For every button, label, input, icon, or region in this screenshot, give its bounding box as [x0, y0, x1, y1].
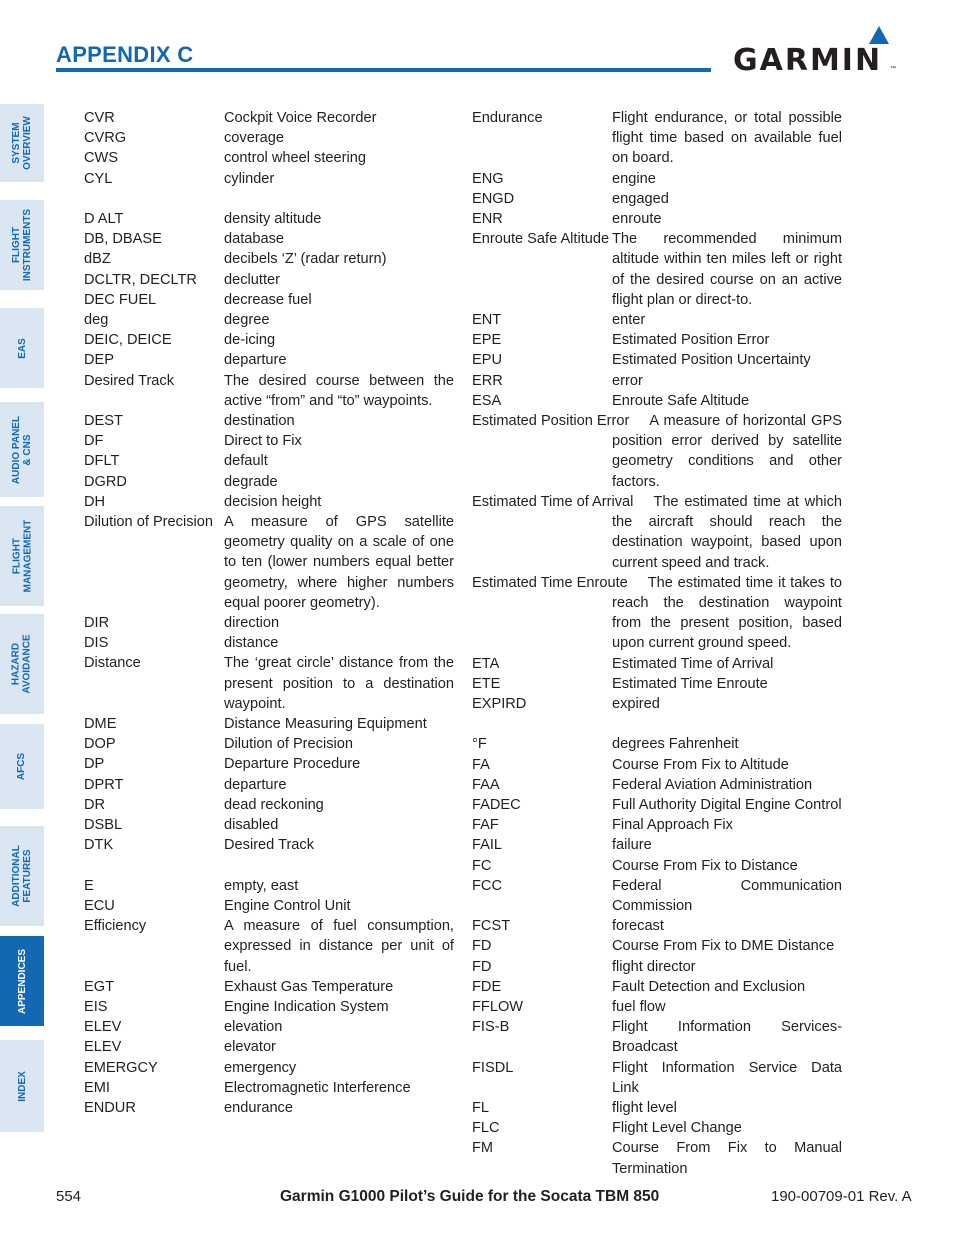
glossary-entry	[84, 512, 454, 613]
glossary-definition: departure	[224, 352, 287, 369]
glossary-definition: decision height	[224, 493, 322, 510]
glossary-definition: decibels ‘Z’ (radar return)	[224, 251, 387, 268]
appendix-title: APPENDIX C	[56, 42, 194, 67]
glossary-entry	[84, 1098, 454, 1118]
glossary-entry	[84, 431, 454, 451]
glossary-term: FM	[472, 1140, 494, 1157]
glossary-definition: emergency	[224, 1059, 297, 1076]
glossary-definition: enroute	[612, 211, 662, 228]
glossary-definition: failure	[612, 837, 652, 854]
glossary-entry	[472, 1138, 842, 1178]
glossary-definition: dead reckoning	[224, 796, 324, 813]
glossary-entry	[84, 997, 454, 1017]
glossary-entry	[84, 633, 454, 653]
glossary-entry	[84, 977, 454, 997]
glossary-term: Dilution of Precision	[84, 514, 213, 531]
tab-afcs[interactable]	[0, 724, 44, 809]
glossary-definition: Flight endurance, or total possible flight time based on available fuel on board.	[612, 110, 842, 167]
glossary-term: FAA	[472, 776, 500, 793]
glossary-term: ENG	[472, 170, 504, 187]
glossary-term: ETA	[472, 655, 500, 672]
glossary-term: Estimated Time Enroute	[472, 574, 628, 591]
tab-audio-panel-cns[interactable]	[0, 402, 44, 497]
glossary-entry	[472, 209, 842, 229]
glossary-right-column	[472, 108, 842, 1179]
glossary-entry	[84, 472, 454, 492]
glossary-definition: departure	[224, 776, 287, 793]
glossary-term: Efficiency	[84, 918, 147, 935]
glossary-definition: declutter	[224, 271, 280, 288]
glossary-entry	[472, 108, 842, 169]
glossary-entry	[472, 310, 842, 330]
glossary-definition: Federal Communication Commission	[612, 877, 842, 914]
glossary-term: FD	[472, 938, 492, 955]
glossary-definition: Enroute Safe Altitude	[612, 392, 750, 409]
glossary-term: FFLOW	[472, 998, 524, 1015]
tab-label-line: AUDIO PANEL	[11, 415, 22, 484]
tab-label-line: INDEX	[16, 1070, 28, 1102]
glossary-entry	[84, 795, 454, 815]
garmin-triangle-icon	[869, 26, 889, 44]
glossary-entry	[472, 997, 842, 1017]
glossary-definition: Departure Procedure	[224, 756, 361, 773]
glossary-entry	[84, 411, 454, 431]
glossary-term: DME	[84, 716, 117, 733]
glossary-definition: Full Authority Digital Engine Control	[612, 796, 842, 813]
glossary-entry	[472, 169, 842, 189]
tab-additional-features[interactable]	[0, 826, 44, 926]
glossary-term: CWS	[84, 150, 119, 167]
glossary-definition: control wheel steering	[224, 150, 366, 167]
glossary-entry	[84, 169, 454, 189]
glossary-definition: Estimated Position Error	[612, 332, 770, 349]
glossary-definition: Federal Aviation Administration	[612, 776, 813, 793]
glossary-definition: The recommended minimum altitude within ten miles left or right of the desired course on an active flight plan or direct-to.	[612, 231, 842, 308]
glossary-entry	[472, 330, 842, 350]
glossary-entry	[84, 1017, 454, 1037]
glossary-entry	[472, 573, 842, 654]
glossary-entry	[472, 734, 842, 754]
glossary-term: EMI	[84, 1079, 110, 1096]
glossary-term: DR	[84, 796, 106, 813]
glossary-entry	[84, 815, 454, 835]
glossary-term: FA	[472, 756, 490, 773]
glossary-term: dBZ	[84, 251, 111, 268]
glossary-definition: decrease fuel	[224, 291, 312, 308]
glossary-definition: Flight Level Change	[612, 1120, 742, 1137]
glossary-entry	[472, 1058, 842, 1098]
glossary-term: DSBL	[84, 817, 123, 834]
glossary-definition: Estimated Position Uncertainty	[612, 352, 811, 369]
tab-label-line: AFCS	[16, 752, 28, 781]
glossary-term: FC	[472, 857, 492, 874]
glossary-entry	[84, 350, 454, 370]
glossary-entry	[472, 856, 842, 876]
glossary-term: FIS-B	[472, 1019, 510, 1036]
trademark-symbol: ™	[890, 66, 896, 72]
tab-label-line: SYSTEM	[11, 122, 22, 164]
tab-flight-instruments[interactable]	[0, 200, 44, 290]
glossary-term: EIS	[84, 998, 108, 1015]
tab-label	[11, 520, 33, 593]
glossary-definition: engine	[612, 170, 656, 187]
tab-label-line: HAZARD	[11, 642, 23, 686]
tab-label-line: FLIGHT	[11, 226, 23, 264]
glossary-term: FISDL	[472, 1059, 514, 1076]
glossary-entry	[472, 795, 842, 815]
glossary-term: Estimated Time of Arrival	[472, 493, 634, 510]
glossary-term: Endurance	[472, 110, 543, 126]
glossary-term: FAF	[472, 817, 499, 834]
tab-label	[17, 948, 28, 1013]
glossary-definition: fuel flow	[612, 998, 666, 1015]
glossary-entry	[84, 128, 454, 148]
glossary-definition: A measure of fuel consumption, expressed in distance per unit of fuel.	[224, 918, 454, 975]
glossary-definition: The ‘great circle’ distance from the present position to a destination waypoint.	[224, 655, 454, 712]
glossary-entry	[472, 189, 842, 209]
glossary-definition: flight level	[612, 1099, 677, 1116]
glossary-term: DB, DBASE	[84, 231, 162, 248]
glossary-definition: density altitude	[224, 211, 322, 227]
glossary-definition: Flight Information Services-Broadcast	[612, 1019, 842, 1056]
glossary-term: FCC	[472, 877, 502, 894]
glossary-definition: database	[224, 231, 285, 248]
glossary-definition: distance	[224, 635, 279, 652]
glossary-definition: elevation	[224, 1019, 283, 1036]
tab-flight-management[interactable]	[0, 506, 44, 606]
tab-label-line: APPENDICES	[16, 948, 28, 1014]
tab-label	[11, 415, 33, 483]
glossary-entry	[84, 876, 454, 896]
glossary-entry	[472, 371, 842, 391]
glossary-term: ENDUR	[84, 1099, 136, 1116]
glossary-entry	[84, 310, 454, 330]
glossary-left-column	[84, 108, 454, 1118]
glossary-definition: forecast	[612, 918, 664, 935]
glossary-term: FL	[472, 1099, 490, 1116]
glossary-definition: Course From Fix to Manual Termination	[612, 1140, 842, 1177]
glossary-definition: Exhaust Gas Temperature	[224, 978, 394, 995]
glossary-entry	[84, 754, 454, 774]
glossary-term: DEC FUEL	[84, 291, 157, 308]
glossary-term: E	[84, 877, 94, 894]
glossary-entry	[84, 451, 454, 471]
tab-label	[17, 338, 28, 359]
glossary-entry	[472, 694, 842, 714]
tab-label	[17, 1071, 28, 1102]
page-number: 554	[56, 1188, 82, 1205]
glossary-term: EMERGCY	[84, 1059, 158, 1076]
glossary-term: DEIC, DEICE	[84, 332, 172, 349]
glossary-entry	[84, 108, 454, 128]
tab-index[interactable]	[0, 1040, 44, 1132]
glossary-definition: empty, east	[224, 877, 299, 894]
glossary-definition: degrade	[224, 473, 278, 490]
glossary-term: DPRT	[84, 776, 124, 793]
glossary-term: DCLTR, DECLTR	[84, 271, 197, 288]
glossary-definition: Fault Detection and Exclusion	[612, 978, 806, 995]
glossary-entry	[84, 249, 454, 269]
glossary-term: CVRG	[84, 130, 127, 147]
glossary-term: FDE	[472, 978, 502, 995]
glossary-definition: The estimated time at which the aircraft should reach the destination waypoint, based upon current speed and track.	[612, 493, 842, 571]
tab-label-line: AVOIDANCE	[22, 634, 34, 694]
glossary-term: EGT	[84, 978, 114, 995]
tab-system-overview[interactable]	[0, 104, 44, 182]
glossary-entry	[84, 371, 454, 411]
glossary-definition: Course From Fix to DME Distance	[612, 938, 835, 955]
glossary-entry	[472, 1118, 842, 1138]
glossary-definition: Course From Fix to Altitude	[612, 756, 789, 773]
tab-hazard-avoidance[interactable]	[0, 614, 44, 714]
glossary-definition: Electromagnetic Interference	[224, 1079, 411, 1096]
header-rule	[56, 68, 711, 72]
glossary-definition: endurance	[224, 1099, 293, 1116]
glossary-term: FADEC	[472, 796, 521, 813]
document-title: Garmin G1000 Pilot’s Guide for the Socata TBM 850	[280, 1188, 660, 1205]
glossary-entry	[84, 653, 454, 714]
glossary-term: Desired Track	[84, 372, 175, 389]
glossary-term: EPU	[472, 352, 503, 369]
glossary-term: DTK	[84, 837, 114, 854]
glossary-term: FAIL	[472, 837, 503, 854]
glossary-term: DEP	[84, 352, 115, 369]
glossary-definition: Cockpit Voice Recorder	[224, 110, 377, 126]
glossary-definition: Final Approach Fix	[612, 817, 733, 834]
tab-label	[11, 116, 33, 170]
glossary-entry	[472, 350, 842, 370]
glossary-entry	[472, 492, 842, 573]
glossary-entry	[84, 896, 454, 916]
glossary-definition: error	[612, 372, 643, 389]
glossary-entry	[84, 734, 454, 754]
glossary-entry	[472, 957, 842, 977]
glossary-term: deg	[84, 312, 109, 329]
glossary-term: EXPIRD	[472, 695, 527, 712]
glossary-term: DGRD	[84, 473, 127, 490]
tab-label-line: FEATURES	[22, 849, 34, 903]
glossary-definition: elevator	[224, 1039, 276, 1056]
glossary-entry	[472, 936, 842, 956]
tab-label-line: EAS	[16, 337, 28, 359]
document-number: 190-00709-01 Rev. A	[771, 1188, 912, 1205]
glossary-entry	[84, 330, 454, 350]
glossary-entry	[472, 391, 842, 411]
tab-eas[interactable]	[0, 308, 44, 388]
glossary-entry	[84, 492, 454, 512]
tab-label-line: FLIGHT	[11, 537, 22, 575]
glossary-entry	[472, 654, 842, 674]
glossary-term: DF	[84, 433, 104, 450]
glossary-entry	[84, 1037, 454, 1057]
glossary-entry	[84, 613, 454, 633]
garmin-logo-text: GARMIN	[733, 43, 883, 78]
glossary-definition: Engine Control Unit	[224, 897, 351, 914]
glossary-entry	[472, 876, 842, 916]
glossary-term: D ALT	[84, 211, 124, 227]
glossary-entry	[84, 1058, 454, 1078]
glossary-entry	[472, 977, 842, 997]
glossary-term: DFLT	[84, 453, 120, 470]
glossary-term: FD	[472, 958, 492, 975]
glossary-entry	[472, 229, 842, 310]
tab-label-line: OVERVIEW	[22, 116, 33, 170]
glossary-definition: Dilution of Precision	[224, 736, 353, 753]
tab-label-line: ADDITIONAL	[11, 845, 23, 907]
tab-label	[11, 634, 33, 693]
glossary-entry	[84, 916, 454, 977]
glossary-term: Enroute Safe Altitude	[472, 231, 610, 248]
glossary-term: ELEV	[84, 1019, 122, 1036]
glossary-term: DH	[84, 493, 106, 510]
glossary-definition: direction	[224, 615, 280, 632]
tab-label	[11, 209, 33, 281]
glossary-definition: Distance Measuring Equipment	[224, 716, 427, 733]
tab-label-line: MANAGEMENT	[22, 519, 33, 593]
tab-appendices[interactable]	[0, 936, 44, 1026]
glossary-definition: Course From Fix to Distance	[612, 857, 798, 874]
glossary-definition: expired	[612, 695, 660, 712]
glossary-definition: The desired course between the active “from” and “to” waypoints.	[224, 372, 454, 409]
glossary-term: FCST	[472, 918, 511, 935]
glossary-entry	[84, 835, 454, 855]
glossary-definition: destination	[224, 413, 295, 430]
tab-label-line: & CNS	[22, 433, 33, 466]
glossary-term: DIS	[84, 635, 109, 652]
glossary-entry	[472, 916, 842, 936]
glossary-term: CYL	[84, 170, 113, 187]
glossary-term: ESA	[472, 392, 502, 409]
glossary-entry	[84, 229, 454, 249]
glossary-definition: Desired Track	[224, 837, 315, 854]
glossary-term: Distance	[84, 655, 141, 672]
glossary-definition: Direct to Fix	[224, 433, 302, 450]
glossary-definition: Estimated Time Enroute	[612, 675, 768, 692]
glossary-definition: default	[224, 453, 268, 470]
glossary-term: Estimated Position Error	[472, 413, 630, 430]
tab-label	[16, 753, 27, 780]
glossary-entry	[84, 1078, 454, 1098]
glossary-definition: The estimated time it takes to reach the destination waypoint from the present position, based upon current ground speed.	[612, 574, 842, 652]
glossary-definition: enter	[612, 312, 646, 329]
glossary-entry	[472, 775, 842, 795]
glossary-entry	[84, 714, 454, 734]
glossary-term: DP	[84, 756, 105, 773]
glossary-term: EPE	[472, 332, 502, 349]
glossary-entry	[472, 1017, 842, 1057]
glossary-term: ELEV	[84, 1039, 122, 1056]
glossary-definition: coverage	[224, 130, 285, 147]
glossary-entry	[472, 835, 842, 855]
glossary-term: ECU	[84, 897, 115, 914]
glossary-entry	[84, 209, 454, 229]
glossary-definition: degrees Fahrenheit	[612, 736, 739, 753]
glossary-term: ENR	[472, 211, 503, 228]
glossary-entry	[472, 755, 842, 775]
glossary-definition: cylinder	[224, 170, 275, 187]
glossary-entry	[472, 815, 842, 835]
glossary-entry	[84, 775, 454, 795]
tab-label-line: INSTRUMENTS	[22, 208, 34, 282]
glossary-term: °F	[472, 736, 487, 753]
glossary-term: FLC	[472, 1120, 500, 1137]
glossary-definition: degree	[224, 312, 270, 329]
glossary-definition: flight director	[612, 958, 696, 975]
glossary-term: ENT	[472, 312, 502, 329]
glossary-entry	[472, 674, 842, 694]
glossary-definition: Flight Information Service Data Link	[612, 1059, 842, 1096]
glossary-term: DEST	[84, 413, 123, 430]
glossary-definition: engaged	[612, 190, 669, 207]
glossary-definition: A measure of GPS satellite geometry quality on a scale of one to ten (lower numbers equal better geometry, where higher numbers equal poorer geometry).	[224, 514, 454, 611]
glossary-definition: Estimated Time of Arrival	[612, 655, 774, 672]
glossary-term: DIR	[84, 615, 110, 632]
glossary-term: ETE	[472, 675, 501, 692]
glossary-entry	[84, 148, 454, 168]
glossary-entry	[84, 270, 454, 290]
glossary-definition: disabled	[224, 817, 279, 834]
garmin-logo	[733, 26, 898, 76]
tab-label	[11, 845, 33, 907]
glossary-definition: A measure of horizontal GPS position error derived by satellite geometry conditions and other factors.	[612, 413, 842, 490]
glossary-term: DOP	[84, 736, 116, 753]
glossary-entry	[84, 290, 454, 310]
glossary-definition: de-icing	[224, 332, 276, 349]
glossary-definition: Engine Indication System	[224, 998, 389, 1015]
glossary-term: ERR	[472, 372, 503, 389]
glossary-entry	[472, 1098, 842, 1118]
glossary-term: CVR	[84, 110, 115, 126]
glossary-term: ENGD	[472, 190, 515, 207]
glossary-entry	[472, 411, 842, 492]
